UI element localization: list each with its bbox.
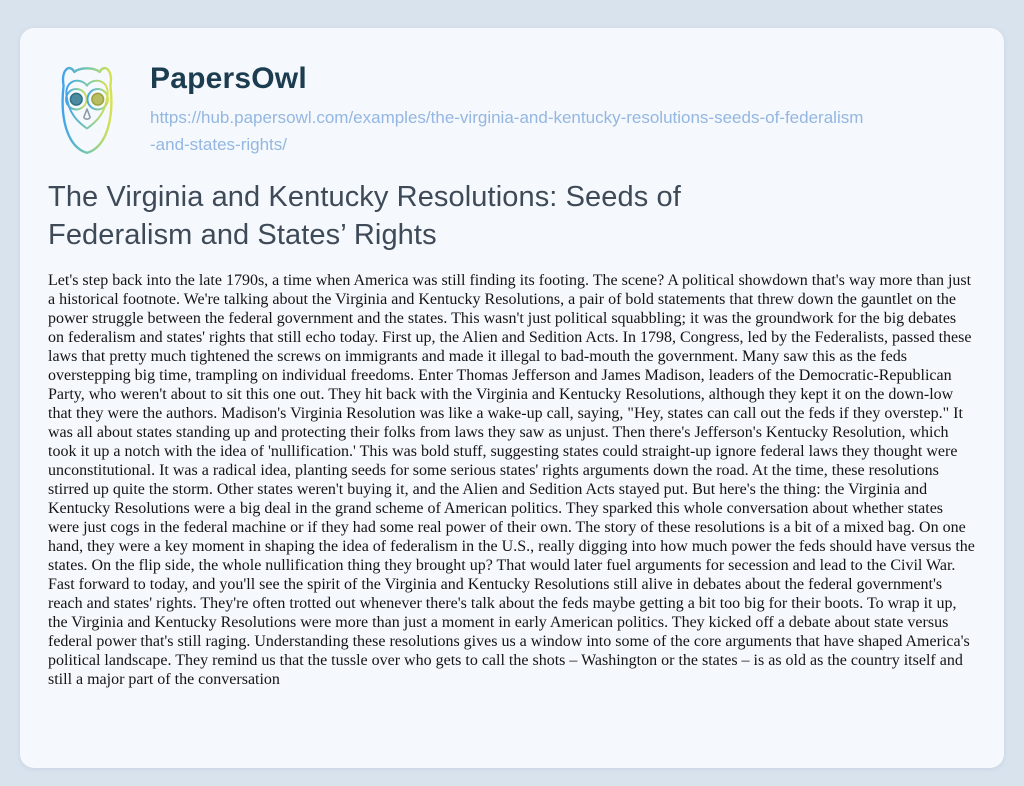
- article-title: The Virginia and Kentucky Resolutions: Seeds of Federalism and States’ Rights: [48, 181, 681, 251]
- page-card: [20, 28, 1004, 768]
- site-header: [48, 60, 976, 158]
- header-text: [150, 60, 866, 158]
- brand-name: PapersOwl: [150, 62, 307, 95]
- owl-logo-icon: [48, 60, 126, 158]
- article-url-link[interactable]: https://hub.papersowl.com/examples/the-virginia-and-kentucky-resolutions-seeds-of-federalism-and-states-rights/: [150, 107, 864, 154]
- article-body-text: Let's step back into the late 1790s, a time when America was still finding its footing. The scene? A political showdown that's way more than just a historical footnote. We're talking about the Virginia and Kentucky Resolutions, a pair of bold statements that threw down the gauntlet on the power struggle between the federal government and the states. This wasn't just political squabbling; it was the groundwork for the big debates on federalism and states' rights that still echo today. First up, the Alien and Sedition Acts. In 1798, Congress, led by the Federalists, passed these laws that pretty much tightened the screws on immigrants and made it illegal to bad-mouth the government. Many saw this as the feds overstepping big time, trampling on individual freedoms. Enter Thomas Jefferson and James Madison, leaders of the Democratic-Republican Party, who weren't about to sit this one out. They hit back with the Virginia and Kentucky Resolutions, although they kept it on the down-low that they were the authors. Madison's Virginia Resolution was like a wake-up call, saying, "Hey, states can call out the feds if they overstep." It was all about states standing up and protecting their folks from laws they saw as unjust. Then there's Jefferson's Kentucky Resolution, which took it up a notch with the idea of 'nullification.' This was bold stuff, suggesting states could straight-up ignore federal laws they thought were unconstitutional. It was a radical idea, planting seeds for some serious states' rights arguments down the road. At the time, these resolutions stirred up quite the storm. Other states weren't buying it, and the Alien and Sedition Acts stayed put. But here's the thing: the Virginia and Kentucky Resolutions were a big deal in the grand scheme of American politics. They sparked this whole conversation about whether states were just cogs in the federal machine or if they had some real power of their own. The story of these resolutions is a bit of a mixed bag. On one hand, they were a key moment in shaping the idea of federalism in the U.S., really digging into how much power the feds should have versus the states. On the flip side, the whole nullification thing they brought up? That would later fuel arguments for secession and lead to the Civil War. Fast forward to today, and you'll see the spirit of the Virginia and Kentucky Resolutions still alive in debates about the federal government's reach and states' rights. They're often trotted out whenever there's talk about the feds maybe getting a bit too big for their boots. To wrap it up, the Virginia and Kentucky Resolutions were more than just a moment in early American politics. They kicked off a debate about state versus federal power that's still raging. Understanding these resolutions gives us a window into some of the core arguments that have shaped America's political landscape. They remind us that the tussle over who gets to call the shots – Washington or the states – is as old as the country itself and still a major part of the conversation: [48, 272, 975, 688]
